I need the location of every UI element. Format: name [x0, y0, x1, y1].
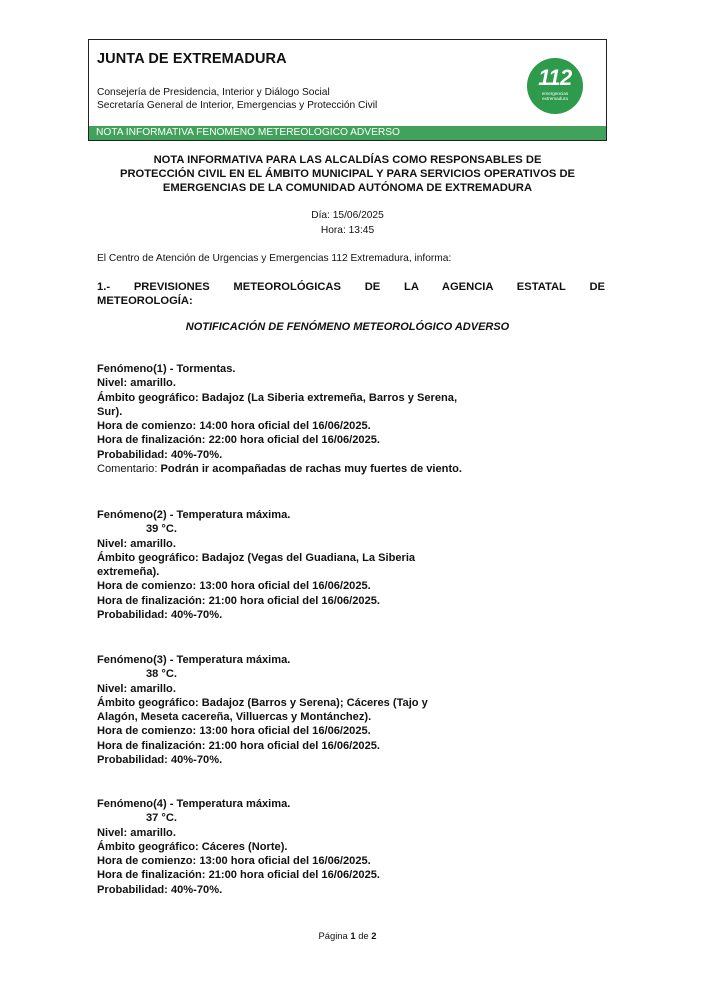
phenomenon-probability: Probabilidad: 40%-70%. [97, 448, 223, 461]
phenomenon-start: Hora de comienzo: 14:00 hora oficial del 16/06/2025. [97, 420, 371, 433]
phenomenon-level: Nivel: amarillo. [97, 682, 176, 695]
page-total: 2 [371, 930, 377, 941]
phenomenon-area: Ámbito geográfico: Badajoz (Barros y Serena); Cáceres (Tajo y [97, 696, 428, 709]
phenomenon-level: Nivel: amarillo. [97, 537, 176, 550]
notification-title: NOTIFICACIÓN DE FENÓMENO METEOROLÓGICO ADVERSO [185, 321, 510, 333]
phenomenon-area-continued: Sur). [97, 405, 123, 418]
phenomenon-start: Hora de comienzo: 13:00 hora oficial del 16/06/2025. [97, 855, 371, 868]
phenomenon-end: Hora de finalización: 22:00 hora oficial del 16/06/2025. [97, 434, 381, 447]
issue-date: Día: 15/06/2025 [311, 210, 384, 221]
title-line: NOTA INFORMATIVA PARA LAS ALCALDÍAS COMO RESPONSABLES DE [153, 154, 542, 166]
department-name: Consejería de Presidencia, Interior y Diálogo Social [97, 87, 330, 98]
section-heading-line: METEOROLOGÍA: [97, 295, 193, 307]
phenomenon-end: Hora de finalización: 21:00 hora oficial del 16/06/2025. [97, 869, 381, 882]
phenomenon-level: Nivel: amarillo. [97, 826, 176, 839]
secretariat-name: Secretaría General de Interior, Emergencias y Protección Civil [97, 100, 378, 111]
phenomenon-value: 37 °C. [146, 812, 177, 825]
phenomenon-end: Hora de finalización: 21:00 hora oficial del 16/06/2025. [97, 739, 381, 752]
phenomenon-block [97, 653, 517, 767]
phenomenon-area-continued: Alagón, Meseta cacereña, Villuercas y Montánchez). [97, 711, 372, 724]
section-heading [97, 280, 605, 308]
phenomenon-probability: Probabilidad: 40%-70%. [97, 754, 223, 767]
phenomenon-start: Hora de comienzo: 13:00 hora oficial del 16/06/2025. [97, 725, 371, 738]
logo-subtitle-line1: emergencias [541, 91, 569, 96]
phenomenon-area: Ámbito geográfico: Badajoz (Vegas del Guadiana, La Siberia [97, 551, 416, 564]
page-label: Página [318, 930, 348, 941]
title-line: PROTECCIÓN CIVIL EN EL ÁMBITO MUNICIPAL Y PARA SERVICIOS OPERATIVOS DE [119, 168, 576, 180]
page-of-label: de [358, 930, 369, 941]
document-title [88, 153, 607, 195]
intro-text: El Centro de Atención de Urgencias y Emergencias 112 Extremadura, informa: [97, 253, 452, 264]
phenomenon-end: Hora de finalización: 21:00 hora oficial del 16/06/2025. [97, 594, 381, 607]
phenomenon-comment [97, 462, 517, 476]
phenomenon-title: Fenómeno(4) - Temperatura máxima. [97, 798, 291, 810]
phenomenon-start: Hora de comienzo: 13:00 hora oficial del 16/06/2025. [97, 580, 371, 593]
section-heading-line: 1.- PREVISIONES METEOROLÓGICAS DE LA AGENCIA ESTATAL DE [97, 281, 605, 293]
phenomenon-area: Ámbito geográfico: Cáceres (Norte). [97, 840, 288, 853]
organization-name: JUNTA DE EXTREMADURA [97, 51, 287, 67]
logo-subtitle [527, 91, 583, 101]
page-footer [88, 930, 607, 941]
phenomenon-block [97, 797, 517, 897]
document-type-band: NOTA INFORMATIVA FENOMENO METEREOLOGICO ADVERSO [89, 126, 606, 140]
phenomenon-value: 38 °C. [146, 668, 177, 681]
comment-label: Comentario: [97, 463, 158, 476]
phenomenon-title: Fenómeno(2) - Temperatura máxima. [97, 509, 291, 521]
phenomenon-probability: Probabilidad: 40%-70%. [97, 883, 223, 896]
phenomenon-block [97, 362, 517, 476]
comment-text: Podrán ir acompañadas de rachas muy fuertes de viento. [157, 463, 463, 476]
emergency-112-logo [527, 58, 583, 114]
page-number: 1 [350, 930, 356, 941]
logo-number: 112 [538, 65, 572, 90]
phenomenon-area-continued: extremeña). [97, 566, 160, 579]
phenomenon-probability: Probabilidad: 40%-70%. [97, 609, 223, 622]
phenomenon-value: 39 °C. [146, 523, 177, 536]
logo-subtitle-line2: extremadura [542, 96, 568, 101]
phenomenon-level: Nivel: amarillo. [97, 377, 176, 390]
phenomenon-block [97, 508, 517, 622]
letterhead [88, 39, 607, 141]
phenomenon-area: Ámbito geográfico: Badajoz (La Siberia extremeña, Barros y Serena, [97, 391, 458, 404]
title-line: EMERGENCIAS DE LA COMUNIDAD AUTÓNOMA DE EXTREMADURA [162, 182, 533, 194]
phenomenon-title: Fenómeno(3) - Temperatura máxima. [97, 654, 291, 666]
issue-time: Hora: 13:45 [320, 225, 375, 236]
phenomenon-title: Fenómeno(1) - Tormentas. [97, 363, 236, 375]
